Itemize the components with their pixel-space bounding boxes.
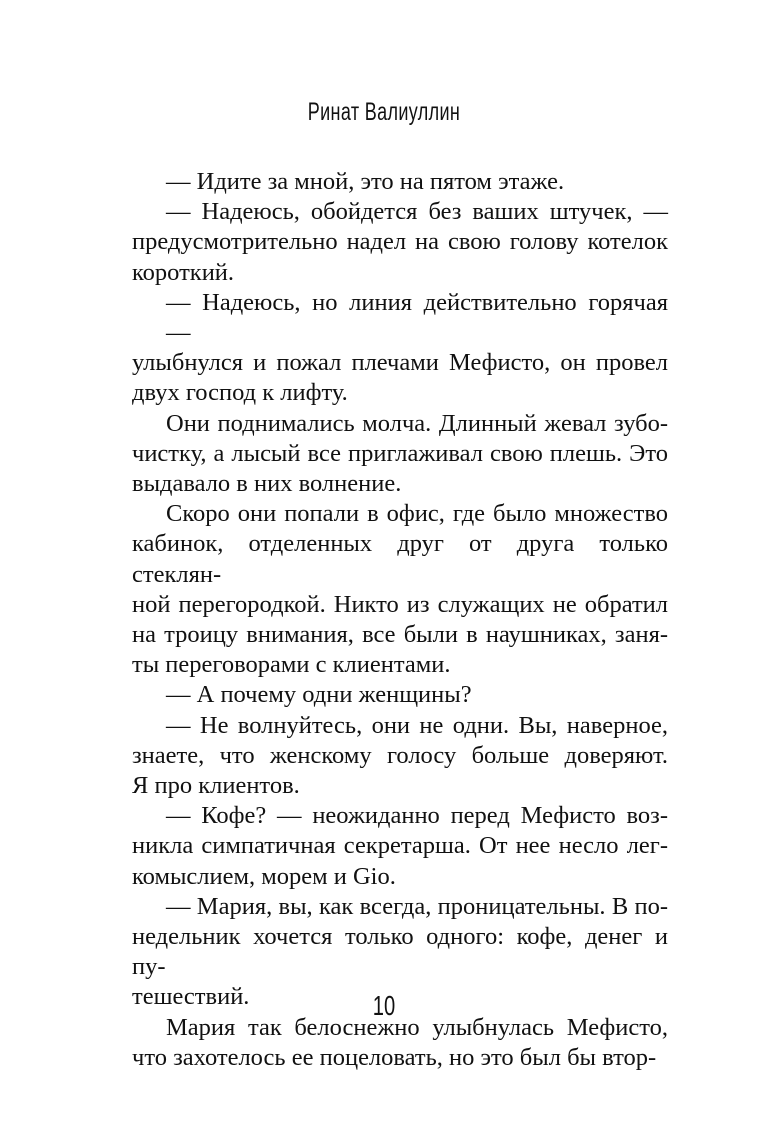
text-line: двух господ к лифту. — [132, 379, 348, 407]
text-line: предусмотрительно надел на свою голову котелок — [132, 228, 668, 256]
text-line: Скоро они попали в офис, где было множество — [166, 500, 668, 528]
text-line: Я про клиентов. — [132, 772, 300, 800]
text-line: Мария так белоснежно улыбнулась Мефисто, — [166, 1013, 668, 1041]
page-body — [132, 167, 668, 1073]
text-line: ной перегородкой. Никто из служащих не обратил — [132, 590, 668, 618]
text-line: — Надеюсь, но линия действительно горячая — — [166, 288, 668, 347]
text-line: недельник хочется только одного: кофе, денег и пу- — [132, 923, 668, 981]
text-line: выдавало в них волнение. — [132, 470, 402, 498]
text-line: что захотелось ее поцеловать, но это был бы втор- — [132, 1043, 657, 1071]
running-head-author: Ринат Валиуллин — [307, 98, 461, 126]
paragraph — [132, 711, 668, 802]
paragraph — [132, 409, 668, 500]
text-line: тешествий. — [132, 983, 250, 1011]
paragraph — [132, 499, 668, 680]
paragraph — [132, 801, 668, 892]
text-line: — Идите за мной, это на пятом этаже. — [166, 168, 565, 195]
paragraph — [132, 680, 668, 710]
text-line: знаете, что женскому голосу больше доверяют. — [132, 741, 668, 769]
paragraph — [132, 197, 668, 288]
text-line: короткий. — [132, 258, 235, 286]
text-line: комыслием, морем и Gio. — [132, 862, 396, 890]
paragraph — [132, 288, 668, 409]
text-line: чистку, а лысый все приглаживал свою плешь. Это — [132, 439, 668, 467]
text-line: ты переговорами с клиентами. — [132, 651, 451, 679]
text-line: Они поднимались молча. Длинный жевал зубо- — [166, 409, 668, 437]
text-line: никла симпатичная секретарша. От нее несло лег- — [132, 832, 668, 860]
text-line: кабинок, отделенных друг от друга только стеклян- — [132, 530, 668, 588]
text-line: улыбнулся и пожал плечами Мефисто, он провел — [132, 349, 668, 377]
text-line: — Мария, вы, как всегда, проницательны. В по- — [166, 892, 668, 920]
text-line: — Надеюсь, обойдется без ваших штучек, — — [166, 198, 668, 226]
text-line: на троицу внимания, все были в наушниках, заня- — [132, 621, 668, 649]
text-line: — А почему одни женщины? — [166, 681, 472, 709]
text-line: — Кофе? — неожиданно перед Мефисто воз- — [166, 802, 668, 830]
page-number: 10 — [372, 990, 396, 1021]
text-line: — Не волнуйтесь, они не одни. Вы, наверное, — [166, 711, 668, 739]
paragraph — [132, 167, 668, 197]
